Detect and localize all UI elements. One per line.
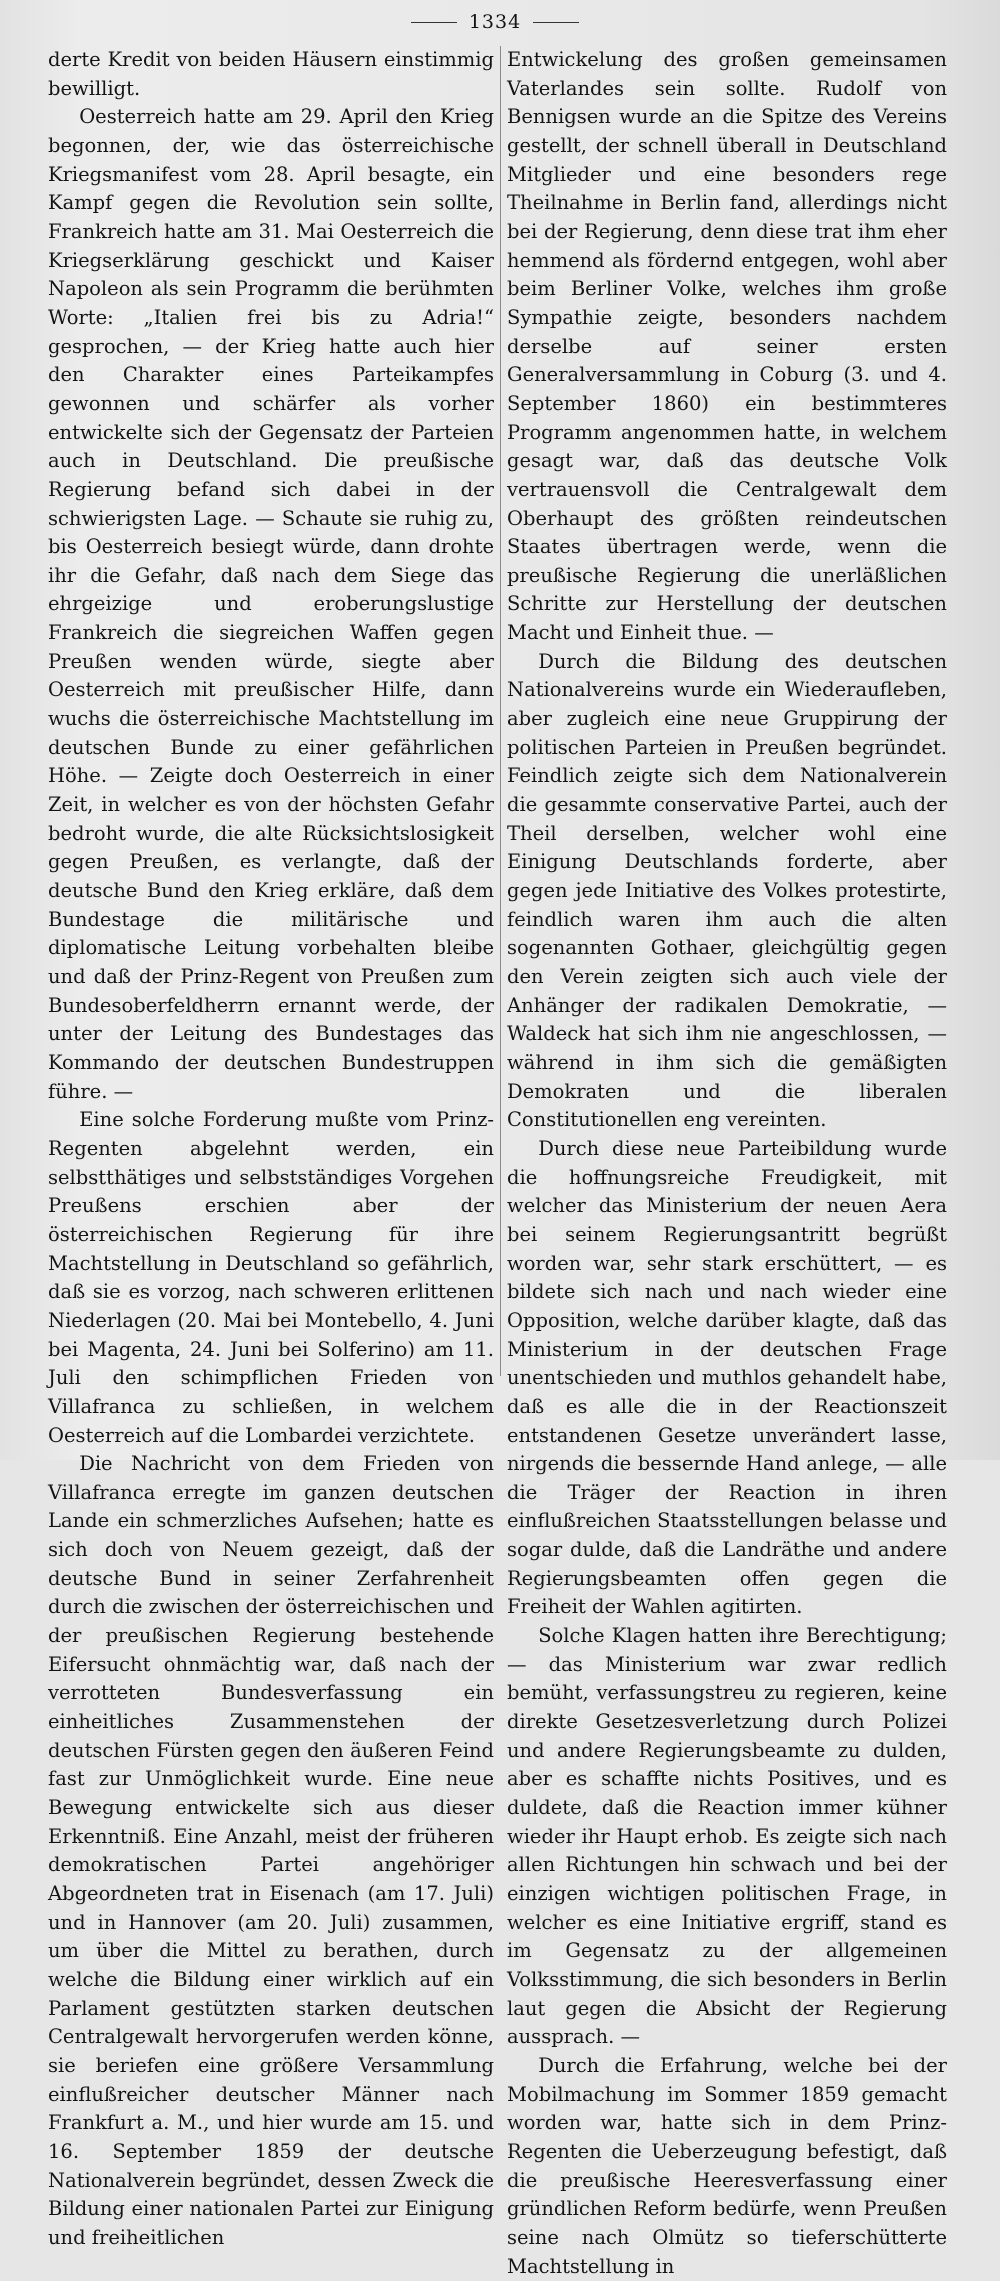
column-divider — [500, 46, 501, 1376]
paragraph: Durch die Bildung des deutschen Nationalvereins wurde ein Wiederaufleben, aber zugleich eine neue Gruppirung der politischen Parteien in Preußen begründet. Feindlich zeigte sich dem Nationalverein die gesammte conservative Partei, auch der Theil derselben, welcher wohl eine Einigung Deutschlands forderte, aber gegen jede Initiative des Volkes protestirte, feindlich waren ihm auch die alten sogenannten Gothaer, gleichgültig gegen den Verein zeigten sich auch viele der Anhänger der radikalen Demokratie, — Waldeck hat sich ihm nie angeschlossen, — während in ihm sich die gemäßigten Demokraten und die liberalen Constitutionellen eng vereinten. — [507, 649, 947, 1132]
paragraph: Durch diese neue Parteibildung wurde die hoffnungsreiche Freudigkeit, mit welcher das Ministerium der neuen Aera bei seinem Regierungsantritt begrüßt worden war, sehr stark erschüttert, — es bildete sich nach und nach wieder eine Opposition, welche darüber klagte, daß das Ministerium in der deutschen Frage unentschieden und muthlos gehandelt habe, daß es alle die in der Reactionszeit entstandenen Gesetze unverändert lasse, nirgends die bessernde Hand anlege, — alle die Träger der Reaction in ihren einflußreichen Staatsstellungen belasse und sogar dulde, daß die Landräthe und andere Regierungsbeamten offen gegen die Freiheit der Wahlen agitirten. — [507, 1136, 947, 1619]
paragraph: derte Kredit von beiden Häusern einstimmig bewilligt. — [48, 48, 494, 100]
paragraph: Solche Klagen hatten ihre Berechtigung; — das Ministerium war zwar redlich bemüht, verfassungstreu zu regieren, keine direkte Gesetzesverletzung durch Polizei und andere Regierungsbeamte zu dulden, aber es schaffte nichts Positives, und es duldete, daß die Reaction immer kühner wieder ihr Haupt erhob. Es zeigte sich nach allen Richtungen hin schwach und bei der einzigen wichtigen politischen Frage, in welcher es eine Initiative ergriff, stand es im Gegensatz zu der allgemeinen Volksstimmung, die sich besonders in Berlin laut gegen die Absicht der Regierung aussprach. — — [507, 1624, 947, 2049]
header-rule-left — [411, 22, 457, 23]
page-header — [395, 8, 595, 36]
paragraph: Entwickelung des großen gemeinsamen Vaterlandes sein sollte. Rudolf von Bennigsen wurde an die Spitze des Vereins gestellt, der schnell überall in Deutschland Mitglieder und eine besonders rege Theilnahme in Berlin fand, allerdings nicht bei der Regierung, denn diese trat ihm eher hemmend als fördernd entgegen, wohl aber beim Berliner Volke, welches ihm große Sympathie zeigte, besonders nachdem derselbe auf seiner ersten Generalversammlung in Coburg (3. und 4. September 1860) ein bestimmteres Programm angenommen hatte, in welchem gesagt war, daß das deutsche Volk vertrauensvoll die Centralgewalt dem Oberhaupt des größten reindeutschen Staates übertragen werde, wenn die preußische Regierung die unerläßlichen Schritte zur Herstellung der deutschen Macht und Einheit thue. — — [507, 48, 947, 645]
paragraph: Durch die Erfahrung, welche bei der Mobilmachung im Sommer 1859 gemacht worden war, hatte sich in dem Prinz-Regenten die Ueberzeugung befestigt, daß die preußische Heeresverfassung einer gründlichen Reform bedürfe, wenn Preußen seine nach Olmütz so tieferschütterte Machtstellung in — [507, 2053, 947, 2278]
left-column — [48, 46, 494, 2253]
page-number: 1334 — [468, 11, 522, 33]
header-rule-right — [533, 22, 579, 23]
paragraph: Die Nachricht von dem Frieden von Villafranca erregte im ganzen deutschen Lande ein schmerzliches Aufsehen; hatte es sich doch von Neuem gezeigt, daß der deutsche Bund in seiner Zerfahrenheit durch die zwischen der österreichischen und der preußischen Regierung bestehende Eifersucht ohnmächtig war, daß nach der verrotteten Bundesverfassung ein einheitliches Zusammenstehen der deutschen Fürsten gegen den äußeren Feind fast zur Unmöglichkeit wurde. Eine neue Bewegung entwickelte sich aus dieser Erkenntniß. Eine Anzahl, meist der früheren demokratischen Partei angehöriger Abgeordneten trat in Eisenach (am 17. Juli) und in Hannover (am 20. Juli) zusammen, um über die Mittel zu berathen, durch welche die Bildung einer wirklich auf ein Parlament gestützten starken deutschen Centralgewalt hervorgerufen werden könne, sie beriefen eine größere Versammlung einflußreicher deutscher Männer nach Frankfurt a. M., und hier wurde am 15. und 16. September 1859 der deutsche Nationalverein begründet, dessen Zweck die Bildung einer nationalen Partei zur Einigung und freiheitlichen — [48, 1452, 494, 2249]
right-column — [507, 46, 947, 2281]
paragraph: Oesterreich hatte am 29. April den Krieg begonnen, der, wie das österreichische Kriegsmanifest vom 28. April besagte, ein Kampf gegen die Revolution sein sollte, Frankreich hatte am 31. Mai Oesterreich die Kriegserklärung geschickt und Kaiser Napoleon als sein Programm die berühmten Worte: „Italien frei bis zu Adria!“ gesprochen, — der Krieg hatte auch hier den Charakter eines Parteikampfes gewonnen und schärfer als vorher entwickelte sich der Gegensatz der Parteien auch in Deutschland. Die preußische Regierung befand sich dabei in der schwierigsten Lage. — Schaute sie ruhig zu, bis Oesterreich besiegt würde, dann drohte ihr die Gefahr, daß nach dem Siege das ehrgeizige und eroberungslustige Frankreich die siegreichen Waffen gegen Preußen wenden würde, siegte aber Oesterreich mit preußischer Hilfe, dann wuchs die österreichische Machtstellung im deutschen Bunde zu einer gefährlichen Höhe. — Zeigte doch Oesterreich in einer Zeit, in welcher es von der höchsten Gefahr bedroht wurde, die alte Rücksichtslosigkeit gegen Preußen, es verlangte, daß der deutsche Bund den Krieg erkläre, daß dem Bundestage die militärische und diplomatische Leitung vorbehalten bleibe und daß der Prinz-Regent von Preußen zum Bundesoberfeldherrn ernannt werde, der unter der Leitung des Bundestages das Kommando der deutschen Bundestruppen führe. — — [48, 105, 494, 1103]
paragraph: Eine solche Forderung mußte vom Prinz-Regenten abgelehnt werden, ein selbstthätiges und selbstständiges Vorgehen Preußens erschien aber der österreichischen Regierung für ihre Machtstellung in Deutschland so gefährlich, daß sie es vorzog, nach schweren erlittenen Niederlagen (20. Mai bei Montebello, 4. Juni bei Magenta, 24. Juni bei Solferino) am 11. Juli den schimpflichen Frieden von Villafranca zu schließen, in welchem Oesterreich auf die Lombardei verzichtete. — [48, 1108, 494, 1447]
